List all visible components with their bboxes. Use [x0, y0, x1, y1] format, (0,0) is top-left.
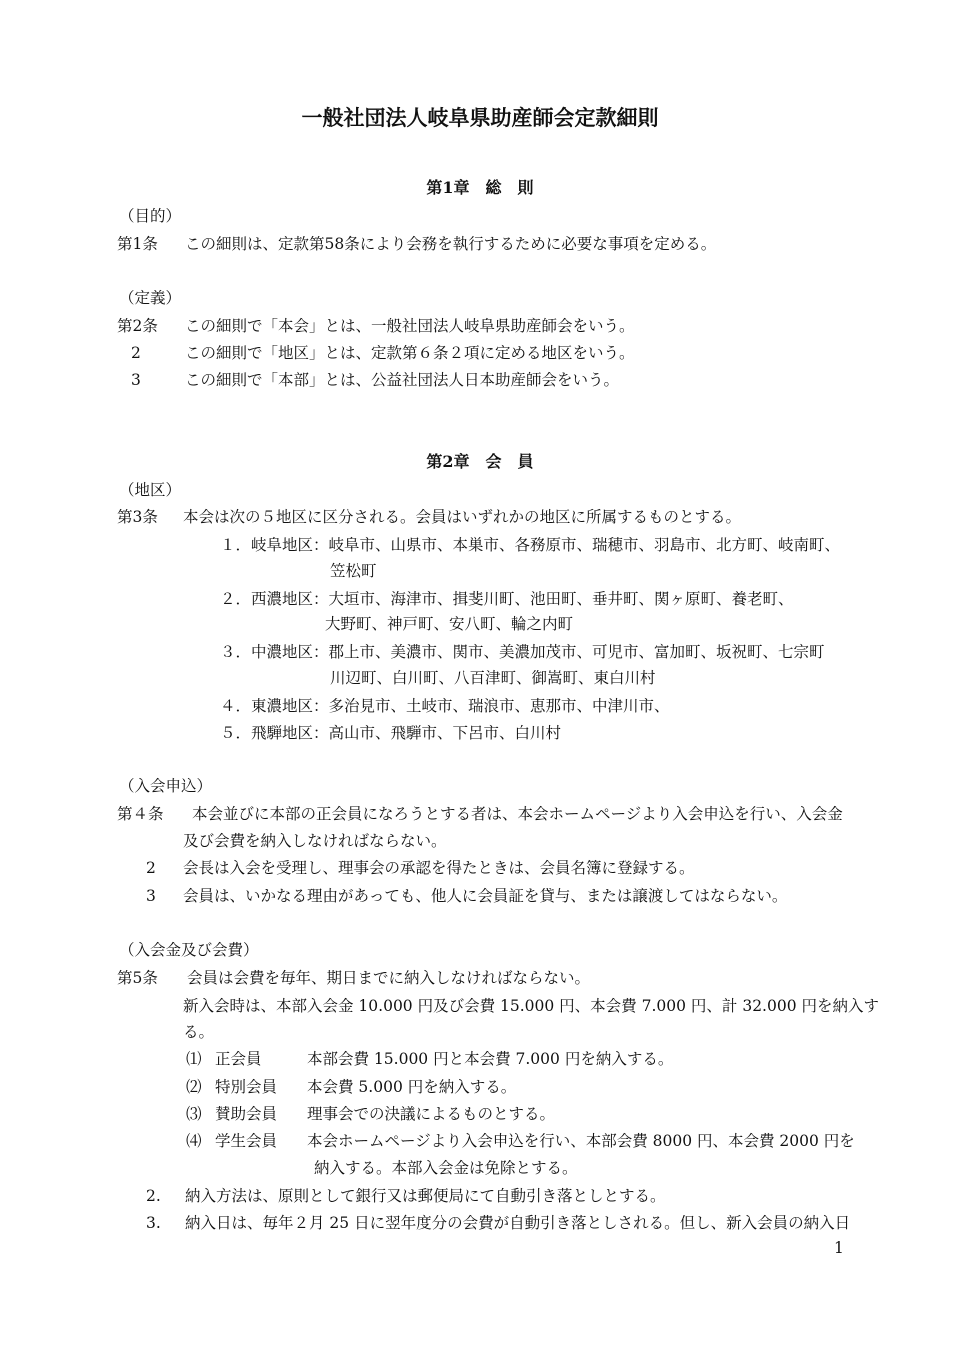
article-5-paragraph-3-number: 3. [146, 1214, 161, 1232]
article-5-new-member-line-1: 新入会時は、本部入会金 10.000 円及び会費 15.000 円、本会費 7.000 円、計 32.000 円を納入す [183, 997, 879, 1015]
district-chuno: ３．中濃地区：郡上市、美濃市、関市、美濃加茂市、可児市、富加町、坂祝町、七宗町 [220, 643, 825, 661]
member-1-description: 本部会費 15.000 円と本会費 7.000 円を納入する。 [307, 1050, 674, 1068]
district-seino: ２．西濃地区：大垣市、海津市、揖斐川町、池田町、垂井町、関ヶ原町、養老町、 [220, 590, 794, 608]
article-4-text-line-2: 及び会費を納入しなければならない。 [183, 832, 447, 850]
member-4-number: ⑷ [186, 1132, 202, 1150]
member-4-description: 本会ホームページより入会申込を行い、本部会費 8000 円、本会費 2000 円を [307, 1132, 855, 1150]
article-2-paragraph-3-number: 3 [131, 371, 141, 389]
article-3-text: 本会は次の５地区に区分される。会員はいずれかの地区に所属するものとする。 [183, 508, 742, 526]
article-4-paragraph-2-text: 会長は入会を受理し、理事会の承認を得たときは、会員名簿に登録する。 [183, 859, 695, 877]
member-3-description: 理事会での決議によるものとする。 [307, 1105, 556, 1123]
article-2-text: この細則で「本会」とは、一般社団法人岐阜県助産師会をいう。 [185, 317, 635, 335]
article-5-paragraph-3-text: 納入日は、毎年２月 25 日に翌年度分の会費が自動引き落としされる。但し、新入会員の納入日 [185, 1214, 851, 1232]
article-1-number: 第1条 [117, 235, 158, 253]
district-hida: ５．飛騨地区：高山市、飛騨市、下呂市、白川村 [220, 724, 562, 742]
purpose-label: （目的） [119, 207, 182, 225]
document-title: 一般社団法人岐阜県助産師会定款細則 [301, 105, 659, 130]
member-1-number: ⑴ [186, 1050, 202, 1068]
article-1-text: この細則は、定款第58条により会務を執行するために必要な事項を定める。 [185, 235, 717, 253]
article-4-paragraph-2-number: 2 [146, 859, 156, 877]
district-label: （地区） [119, 481, 182, 499]
member-2-description: 本会費 5.000 円を納入する。 [307, 1078, 517, 1096]
article-2-paragraph-2-number: 2 [131, 344, 141, 362]
article-4-number: 第４条 [117, 805, 164, 823]
district-gifu-continued: 笠松町 [330, 562, 377, 580]
article-5-number: 第5条 [117, 969, 158, 987]
admission-label: （入会申込） [119, 777, 213, 795]
district-gifu: １．岐阜地区：岐阜市、山県市、本巣市、各務原市、瑞穂市、羽島市、北方町、岐南町、 [220, 536, 841, 554]
member-4-type: 学生会員 [215, 1132, 278, 1150]
article-5-paragraph-2-number: 2. [146, 1187, 161, 1205]
article-2-number: 第2条 [117, 317, 158, 335]
article-4-paragraph-3-number: 3 [146, 887, 156, 905]
member-3-number: ⑶ [186, 1105, 202, 1123]
district-chuno-continued: 川辺町、白川町、八百津町、御嵩町、東白川村 [330, 669, 656, 687]
article-5-paragraph-2-text: 納入方法は、原則として銀行又は郵便局にて自動引き落としとする。 [185, 1187, 666, 1205]
article-3-number: 第3条 [117, 508, 158, 526]
member-1-type: 正会員 [215, 1050, 262, 1068]
district-tono: ４．東濃地区：多治見市、土岐市、瑞浪市、恵那市、中津川市、 [220, 697, 670, 715]
article-2-paragraph-3-text: この細則で「本部」とは、公益社団法人日本助産師会をいう。 [185, 371, 620, 389]
article-4-paragraph-3-text: 会員は、いかなる理由があっても、他人に会員証を貸与、または譲渡してはならない。 [183, 887, 788, 905]
chapter-2-heading: 第2章 会 員 [426, 452, 534, 471]
district-seino-continued: 大野町、神戸町、安八町、輪之内町 [325, 615, 574, 633]
member-4-description-continued: 納入する。本部入会金は免除とする。 [314, 1159, 578, 1177]
page-number: 1 [834, 1239, 844, 1257]
definition-label: （定義） [119, 289, 182, 307]
article-4-text-line-1: 本会並びに本部の正会員になろうとする者は、本会ホームページより入会申込を行い、入会金 [192, 805, 843, 823]
member-2-number: ⑵ [186, 1078, 202, 1096]
chapter-1-heading: 第1章 総 則 [426, 178, 534, 197]
member-2-type: 特別会員 [215, 1078, 278, 1096]
article-5-text: 会員は会費を毎年、期日までに納入しなければならない。 [187, 969, 591, 987]
member-3-type: 賛助会員 [215, 1105, 278, 1123]
fees-label: （入会金及び会費） [119, 941, 259, 959]
article-5-new-member-line-2: る。 [183, 1023, 215, 1041]
article-2-paragraph-2-text: この細則で「地区」とは、定款第６条２項に定める地区をいう。 [185, 344, 635, 362]
